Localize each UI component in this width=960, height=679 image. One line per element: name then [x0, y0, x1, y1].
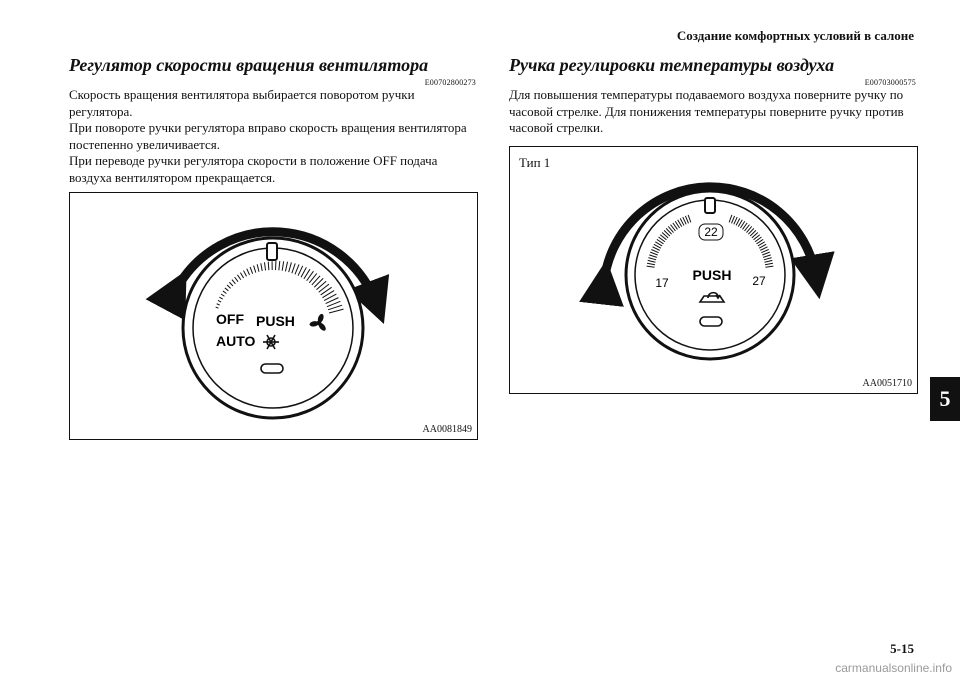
figure-code: AA0051710	[862, 378, 912, 389]
temp-27-label: 27	[752, 274, 766, 288]
temp-22-label: 22	[704, 225, 718, 239]
fan-speed-paragraph: При повороте ручки регулятора вправо скорость вращения вентилятора постепенно увеличивается.	[69, 120, 467, 152]
watermark: carmanualsonline.info	[835, 661, 952, 675]
knob-indicator-notch	[267, 243, 277, 260]
fan-speed-code: E00702800273	[424, 78, 476, 87]
running-header: Создание комфортных условий в салоне	[676, 28, 914, 43]
indicator-lamp	[261, 364, 283, 373]
scale-tick	[268, 262, 269, 270]
figure-code: AA0081849	[422, 424, 472, 435]
temperature-code: E00703000575	[864, 78, 916, 87]
auto-label: AUTO	[216, 333, 256, 349]
temp-17-label: 17	[655, 276, 669, 290]
page-number: 5-15	[890, 641, 914, 656]
fan-speed-title: Регулятор скорости вращения вентилятора	[69, 55, 429, 75]
fan-speed-paragraph: При переводе ручки регулятора скорости в положение OFF подача воздуха вентилятором прекращается.	[69, 153, 438, 185]
temperature-knob-illustration	[510, 147, 917, 393]
fan-speed-text	[69, 87, 476, 186]
temperature-section	[509, 54, 916, 137]
push-label: PUSH	[256, 313, 295, 329]
indicator-lamp	[700, 317, 722, 326]
push-label: PUSH	[692, 267, 732, 283]
fan-speed-figure	[69, 192, 478, 440]
off-label: OFF	[216, 311, 244, 327]
knob-indicator-notch	[705, 198, 715, 213]
temperature-text	[509, 87, 916, 137]
temperature-figure	[509, 146, 918, 394]
fan-speed-section	[69, 54, 476, 186]
chapter-tab: 5	[930, 377, 960, 421]
temperature-paragraph: Для повышения температуры подаваемого воздуха поверните ручку по часовой стрелке. Для понижения температуры поверните ручку против часовой стрелки.	[509, 87, 904, 135]
figure-type-label: Тип 1	[519, 155, 551, 170]
fan-speed-paragraph: Скорость вращения вентилятора выбирается поворотом ручки регулятора.	[69, 87, 415, 119]
temperature-title: Ручка регулировки температуры воздуха	[509, 55, 835, 75]
fan-knob-illustration	[70, 193, 477, 439]
